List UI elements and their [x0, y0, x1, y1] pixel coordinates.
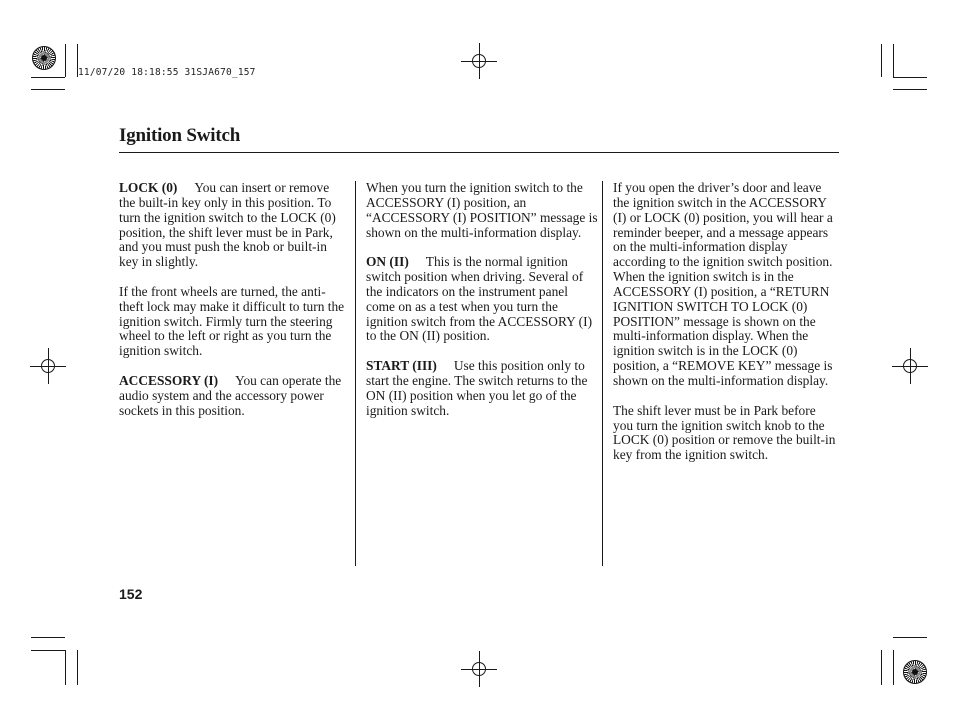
paragraph-on: [366, 255, 598, 344]
paragraph-text: This is the normal ignition switch position when driving. Several of the indicators on the instrument panel come on as a test when you turn the ignition switch from the ACCESSORY (I) to the ON (II) position.: [366, 254, 593, 344]
paragraph-text: You can insert or remove the built-in key only in this position. To turn the ignition switch to the LOCK (0) position, the shift lever must be in Park, and you must push the knob or built-in key in slightly.: [119, 180, 336, 270]
paragraph-lock: [119, 181, 347, 270]
paragraph-text: When you turn the ignition switch to the ACCESSORY (I) position, an “ACCESSORY (I) POSITION” message is shown on the multi-information display.: [366, 180, 598, 240]
column-middle: [366, 181, 598, 433]
paragraph-accessory-message: [366, 181, 598, 240]
lead-heading: LOCK (0): [119, 180, 178, 195]
paragraph-anti-theft: [119, 285, 347, 359]
paragraph-text: Use this position only to start the engine. The switch returns to the ON (II) position when you let go of the ignition switch.: [366, 358, 588, 418]
column-left: [119, 181, 347, 433]
paragraph-accessory: [119, 374, 347, 419]
paragraph-shift-lever: [613, 404, 839, 463]
paragraph-text: The shift lever must be in Park before you turn the ignition switch knob to the LOCK (0) position or remove the built-in key from the ignition switch.: [613, 402, 836, 463]
paragraph-text: If the front wheels are turned, the anti-theft lock may make it difficult to turn the ignition switch. Firmly turn the steering wheel to the left or right as you turn the ignition switch.: [119, 283, 345, 359]
column-divider: [355, 181, 356, 566]
print-stamp: 11/07/20 18:18:55 31SJA670_157: [78, 67, 256, 78]
registration-sunburst-icon: [903, 660, 927, 684]
crosshair-icon: [892, 348, 928, 384]
page-number: 152: [119, 586, 143, 602]
crosshair-icon: [30, 348, 66, 384]
lead-heading: START (III): [366, 358, 437, 374]
title-divider: [119, 152, 839, 153]
registration-sunburst-icon: [32, 46, 56, 70]
paragraph-text: You can operate the audio system and the accessory power sockets in this position.: [119, 372, 342, 418]
column-divider: [602, 181, 603, 566]
crosshair-icon: [461, 43, 497, 79]
page-title: Ignition Switch: [119, 125, 241, 146]
paragraph-start: [366, 359, 598, 418]
crosshair-icon: [461, 651, 497, 687]
column-right: [613, 181, 839, 478]
lead-heading: ON (II): [366, 254, 409, 270]
paragraph-reminder-beeper: [613, 181, 839, 389]
lead-heading: ACCESSORY (I): [119, 372, 219, 388]
paragraph-text: If you open the driver’s door and leave the ignition switch in the ACCESSORY (I) or LOCK (0) position, you will hear a reminder beeper, and a message appears on the multi-information display according to the ignition switch position. When the ignition switch is in the ACCESSORY (I) position, a “RETURN IGNITION SWITCH TO LOCK (0) POSITION” message is shown on the multi-information display. When the ignition switch is in the LOCK (0) position, a “REMOVE KEY” message is shown on the multi-information display.: [613, 180, 833, 388]
